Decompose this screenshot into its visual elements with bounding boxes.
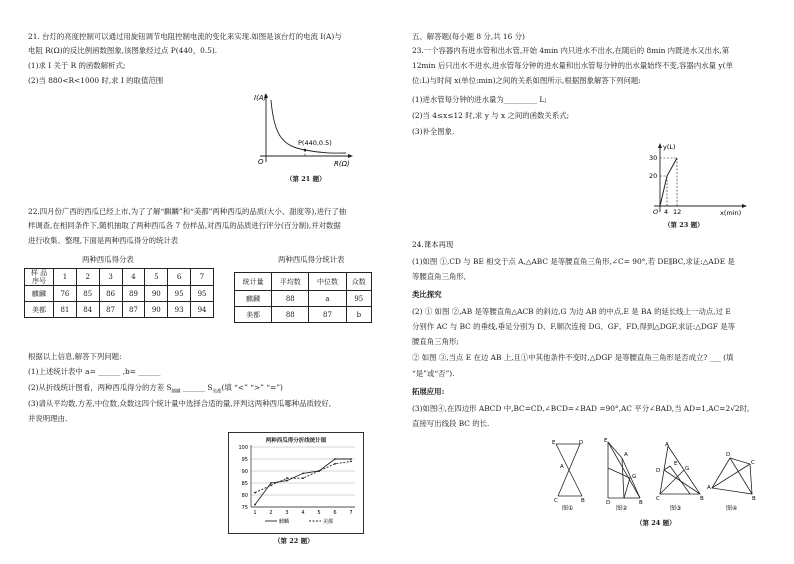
q21-line1: 21. 台灯的亮度控制可以通过用旋钮调节电阻控制电流的变化来实现.如图是该台灯的电流 I(A)与 (28, 32, 342, 41)
data-point (334, 463, 336, 465)
x-tick-label: 6 (333, 510, 337, 516)
data-point (334, 458, 336, 460)
legend-label: 麒麟 (279, 519, 290, 525)
svg-text:D: D (606, 500, 611, 506)
table-cell: 76 (54, 286, 77, 302)
q23-y-tick-30: 30 (649, 154, 658, 162)
q22-prompt: 根据以上信息,解答下列问题: (28, 352, 122, 361)
svg-text:G: G (632, 474, 637, 480)
q24-p2-a: (2) ① 如图 ②,AB 是等腰直角△ACB 的斜边,G 为边 AB 的中点,E 是 BA 的延长线上一动点,过 E (412, 307, 731, 316)
fig2-shape (608, 442, 640, 498)
q22-chart-frame (228, 432, 364, 534)
series-line-1 (255, 461, 351, 492)
table-cell: 87 (309, 307, 346, 323)
y-tick-label: 75 (241, 505, 248, 511)
fig4-label: 图④ (726, 505, 738, 512)
y-tick-label: 85 (241, 481, 248, 487)
table-cell: a (309, 291, 346, 307)
svg-text:A: A (624, 452, 628, 458)
q21-line2: 电阻 R(Ω)的反比例函数图象,该图象经过点 P(440，0.5). (28, 46, 218, 55)
table-row-name: 麒麟 (25, 286, 54, 302)
table-cell: 88 (272, 291, 309, 307)
table-cell: 81 (54, 302, 77, 318)
chart-title: 两种西瓜得分折线统计图 (265, 438, 327, 444)
table-cell: 94 (191, 302, 214, 318)
q24-heading: 24.课本再现 (412, 240, 454, 249)
svg-text:B: B (700, 496, 704, 502)
q21-part2: (2)当 880<R<1000 时,求 I 的取值范围 (28, 76, 164, 85)
q23-y-label: y(L) (663, 143, 676, 151)
table-cell: 95 (168, 286, 191, 302)
stats-table (234, 272, 372, 323)
table-header: 统计量 (235, 273, 272, 291)
x-tick-label: 2 (269, 510, 273, 516)
q24-p3-b: 直接写出线段 BC 的长. (412, 419, 490, 428)
table-header: 众数 (346, 273, 371, 291)
q23-part3: (3)补全图象. (412, 127, 455, 136)
table-row-name: 美都 (235, 307, 272, 323)
q24-analog-heading: 类比探究 (412, 290, 442, 299)
q22-part3-b: 并说明理由. (28, 414, 68, 423)
data-point (270, 482, 272, 484)
svg-text:C: C (751, 460, 755, 466)
q24-figures (550, 438, 760, 514)
fig1-label: 图① (562, 505, 574, 512)
y-tick-label: 90 (241, 469, 248, 475)
q24-caption: （第 24 题） (636, 519, 676, 527)
q21-x-arrow (348, 154, 353, 158)
svg-text:D: D (656, 468, 661, 474)
fig2-label: 图② (616, 505, 628, 512)
table-cell: 89 (122, 286, 145, 302)
q21-y-label: I(A) (254, 94, 267, 102)
table-cell: 86 (99, 286, 122, 302)
q23-x-label: x(min) (720, 209, 742, 216)
table-cell: 90 (145, 286, 168, 302)
y-tick-label: 80 (241, 493, 248, 499)
data-point (302, 473, 304, 475)
q23-x-tick-12: 12 (673, 208, 682, 216)
y-tick-label: 95 (241, 457, 248, 463)
svg-text:C: C (554, 498, 558, 504)
q21-point (304, 149, 307, 152)
q23-polyline (660, 158, 677, 206)
y-tick-label: 100 (238, 445, 248, 451)
svg-text:G: G (685, 466, 690, 472)
svg-text:C: C (656, 496, 660, 502)
data-point (318, 470, 320, 472)
table-cell: 95 (191, 286, 214, 302)
q23-part2: (2)当 4≤x≤12 时,求 y 与 x 之间的函数关系式; (412, 111, 570, 120)
fig3-label: 图③ (670, 505, 682, 512)
table-col: 5 (145, 269, 168, 286)
table-row (25, 286, 214, 302)
svg-text:A: A (560, 464, 564, 470)
table-header: 中位数 (309, 273, 346, 291)
q24-ext-heading: 拓展应用: (412, 387, 445, 396)
table-col: 3 (99, 269, 122, 286)
q24-p1-a: (1)如图 ①,CD 与 BE 相交于点 A,△ABC 是等腰直角三角形,∠C= 90°,若 DE∥BC,求证:△ADE 是 (412, 257, 735, 266)
table-row-name: 麒麟 (235, 291, 272, 307)
table-header: 平均数 (272, 273, 309, 291)
q21-caption: （第 21 题） (286, 175, 326, 183)
table-cell: 87 (122, 302, 145, 318)
table-cell: 88 (272, 307, 309, 323)
data-point (350, 458, 352, 460)
q23-y-tick-20: 20 (649, 172, 658, 180)
q21-x-label: R(Ω) (334, 160, 350, 168)
table-col: 6 (168, 269, 191, 286)
q22-part2: (2)从折线统计图看，两种西瓜得分的方差 $S_{麒麟}$ ______ $S_{美都}$(填 “<” “>” “=”) (28, 383, 283, 395)
table1-title: 两种西瓜得分表 (82, 255, 134, 264)
svg-text:B: B (752, 496, 756, 502)
svg-text:A: A (665, 442, 669, 448)
q23-y-arrow (658, 143, 662, 148)
q22-line1: 22.四月份广西的西瓜已经上市,为了了解“麒麟”和“美都”两种西瓜的品质(大小、甜度等),进行了抽 (28, 207, 347, 216)
table-cell: 84 (76, 302, 99, 318)
score-table (24, 268, 214, 318)
q23-caption: （第 23 题） (664, 221, 704, 229)
q23-x-arrow (742, 204, 747, 208)
table-col: 7 (191, 269, 214, 286)
data-point (270, 485, 272, 487)
svg-text:D: D (726, 452, 731, 458)
legend-label: 美都 (323, 519, 334, 525)
svg-text:A: A (707, 485, 711, 491)
q24-p2-d: ② 如图 ③,当点 E 在边 AB 上,且①中其他条件不变时,△DGF 是等腰直角三角形是否成立? ___ (填 (412, 353, 734, 362)
fig4-shape (712, 458, 752, 494)
q23-line3: 位:L)与时间 x(单位:min)之间的关系如图所示,根据图象解答下列问题: (412, 76, 641, 85)
section5-heading: 五、解答题(每小题 8 分,共 16 分) (412, 32, 525, 41)
q21-origin: O (258, 158, 264, 166)
data-point (350, 461, 352, 463)
table-cell: 90 (145, 302, 168, 318)
q24-p2-b: 分别作 AC 与 BC 的垂线,垂足分别为 D、F,顺次连接 DG、GF、FD,得到△DGF,求证:△DGF 是等 (412, 322, 735, 331)
q23-graph (640, 140, 750, 216)
svg-text:B: B (639, 500, 643, 506)
series-line-0 (255, 459, 351, 505)
table-col: 4 (122, 269, 145, 286)
svg-text:B: B (581, 498, 585, 504)
table-row (235, 291, 372, 307)
q24-p1-b: 等腰直角三角形, (412, 272, 467, 281)
table-cell: 85 (76, 286, 99, 302)
fig3-shape (660, 446, 700, 494)
q22-line2: 样调查,在相同条件下,随机抽取了两种西瓜各 7 份样品,对西瓜的品质进行评分(百分制),并对数据 (28, 221, 341, 230)
q24-p3-a: (3)如图④,在四边形 ABCD 中,BC=CD,∠BCD=∠BAD =90°,AC 平分∠BAD,当 AD=1,AC=2√2时, (412, 404, 750, 413)
q23-x-tick-4: 4 (664, 208, 669, 216)
table-row (25, 302, 214, 318)
table-row-name: 美都 (25, 302, 54, 318)
table-row (235, 307, 372, 323)
table-row (25, 269, 214, 286)
table-col: 2 (76, 269, 99, 286)
line-chart (229, 443, 363, 533)
table-header-cell: 样 品 序号 (25, 269, 54, 286)
q24-p2-e: “是”或“否”). (412, 369, 455, 378)
table-col: 1 (54, 269, 77, 286)
q23-line2: 12min 后只出水不进水,进水管每分钟的进水量和出水管每分钟的出水量始终不变,容器内水量 y(单 (412, 61, 733, 70)
q22-part1: (1)上述统计表中 a= ______ ,b= ______ (28, 367, 161, 376)
table2-title: 两种西瓜得分统计表 (278, 255, 345, 264)
data-point (286, 480, 288, 482)
q21-point-label: P(440,0.5) (298, 139, 332, 147)
svg-text:E: E (552, 440, 556, 446)
table-cell: 87 (99, 302, 122, 318)
data-point (254, 492, 256, 494)
table-cell: 95 (346, 291, 371, 307)
q22-part3-a: (3)请从平均数,方差,中位数,众数这四个统计量中选择合适的量,评判这两种西瓜哪种品质较好, (28, 399, 332, 408)
data-point (302, 477, 304, 479)
x-tick-label: 1 (253, 510, 257, 516)
data-point (254, 504, 256, 506)
table-cell: b (346, 307, 371, 323)
table-cell: 93 (168, 302, 191, 318)
q21-graph (250, 90, 360, 170)
x-tick-label: 3 (285, 510, 289, 516)
fig1-shape (556, 444, 582, 496)
svg-text:D: D (579, 440, 584, 446)
x-tick-label: 5 (317, 510, 321, 516)
x-tick-label: 7 (349, 510, 353, 516)
data-point (286, 477, 288, 479)
table-row (235, 273, 372, 291)
q21-part1: (1)求 I 关于 R 的函数解析式; (28, 61, 126, 70)
x-tick-label: 4 (301, 510, 305, 516)
svg-text:E: E (604, 438, 608, 444)
q23-part1: (1)进水管每分钟的进水量为_________ L; (412, 95, 547, 104)
q23-line1: 23.一个容器内有进水管和出水管,开始 4min 内只进水不出水,在随后的 8min 内既进水又出水,第 (412, 46, 730, 55)
q22-line3: 进行收集、整理,下面是两种西瓜得分的统计表 (28, 236, 179, 245)
q22-caption: （第 22 题） (274, 537, 314, 545)
q23-origin: O (653, 208, 659, 216)
svg-text:E: E (674, 461, 678, 467)
q24-p2-c: 腰直角三角形; (412, 337, 459, 346)
